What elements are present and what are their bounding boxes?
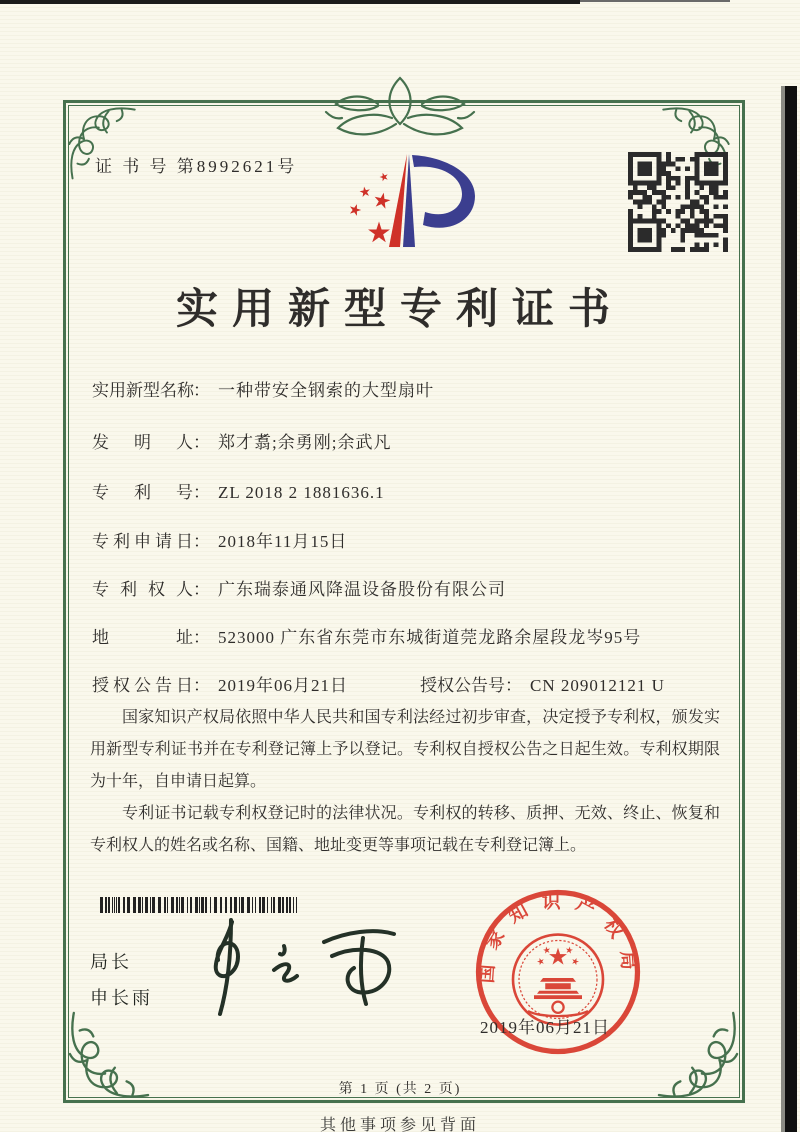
field-inventors: 发明人： 郑才翥;余勇刚;余武凡 bbox=[92, 428, 391, 453]
field-value: 2018年11月15日 bbox=[218, 532, 348, 551]
field-patent-number: 专利号： ZL 2018 2 1881636.1 bbox=[92, 478, 385, 503]
field-utility-model-name: 实用新型名称： 一种带安全钢索的大型扇叶 bbox=[92, 376, 434, 401]
field-value: 2019年06月21日 bbox=[218, 676, 348, 695]
field-filing-date: 专利申请日： 2018年11月15日 bbox=[92, 527, 347, 552]
certificate-number: 证 书 号 第8992621号 bbox=[95, 157, 298, 176]
cnipa-logo bbox=[332, 146, 482, 258]
certificate-title: 实用新型专利证书 bbox=[175, 287, 624, 333]
body-paragraph-2: 专利证书记载专利权登记时的法律状况。专利权的转移、质押、无效、终止、恢复和专利权人的姓名或名称、国籍、地址变更等事项记载在专利登记簿上。 bbox=[90, 805, 720, 854]
field-label: 授权公告日 bbox=[92, 676, 193, 695]
field-address: 地址： 523000 广东省东莞市东城街道莞龙路余屋段龙岑95号 bbox=[92, 623, 641, 648]
field-value: 一种带安全钢索的大型扇叶 bbox=[218, 381, 434, 400]
scan-edge-right bbox=[785, 86, 797, 1132]
signer-name: 申长雨 bbox=[90, 988, 153, 1008]
field-label: 专利权人 bbox=[92, 580, 193, 599]
national-emblem bbox=[513, 935, 603, 1025]
field-label: 专利申请日 bbox=[92, 532, 193, 551]
field-label: 地址 bbox=[92, 628, 193, 647]
field-label: 实用新型名称 bbox=[92, 381, 194, 400]
qr-code bbox=[628, 152, 728, 252]
field-label: 专利号 bbox=[92, 483, 193, 502]
page-number: 第 1 页 (共 2 页) bbox=[338, 1082, 462, 1097]
field-value: ZL 2018 2 1881636.1 bbox=[218, 483, 385, 502]
field-patentee: 专利权人： 广东瑞泰通风降温设备股份有限公司 bbox=[92, 575, 506, 600]
field-value: 广东瑞泰通风降温设备股份有限公司 bbox=[218, 580, 506, 599]
back-side-note: 其他事项参见背面 bbox=[319, 1117, 480, 1132]
scan-edge-top-light bbox=[580, 0, 730, 2]
field-value: 523000 广东省东莞市东城街道莞龙路余屋段龙岑95号 bbox=[218, 628, 642, 647]
barcode bbox=[100, 897, 297, 913]
grant-number-label: 授权公告号 bbox=[420, 676, 505, 695]
body-paragraph-1: 国家知识产权局依照中华人民共和国专利法经过初步审查，决定授予专利权，颁发实用新型专利证书并在专利登记簿上予以登记。专利权自授权公告之日起生效。专利权期限为十年，自申请日起算。 bbox=[90, 709, 720, 790]
signer-title: 局长 bbox=[90, 952, 132, 972]
certificate-body-text bbox=[90, 702, 720, 862]
field-label: 发明人 bbox=[92, 433, 193, 452]
grant-number-value: CN 209012121 U bbox=[530, 676, 665, 695]
field-value: 郑才翥;余勇刚;余武凡 bbox=[218, 433, 392, 452]
seal-text: 国家知识产权局 bbox=[476, 891, 640, 984]
svg-text:国家知识产权局 bbox=[476, 889, 641, 983]
field-grant-date-and-number: 授权公告日： 2019年06月21日 授权公告号： CN 209012121 U bbox=[92, 671, 665, 696]
shen-changyu-signature bbox=[198, 912, 428, 1024]
top-center-flourish bbox=[318, 70, 482, 142]
scan-edge-top bbox=[0, 0, 580, 4]
signer-block bbox=[90, 944, 153, 1016]
seal-date: 2019年06月21日 bbox=[480, 1018, 610, 1037]
